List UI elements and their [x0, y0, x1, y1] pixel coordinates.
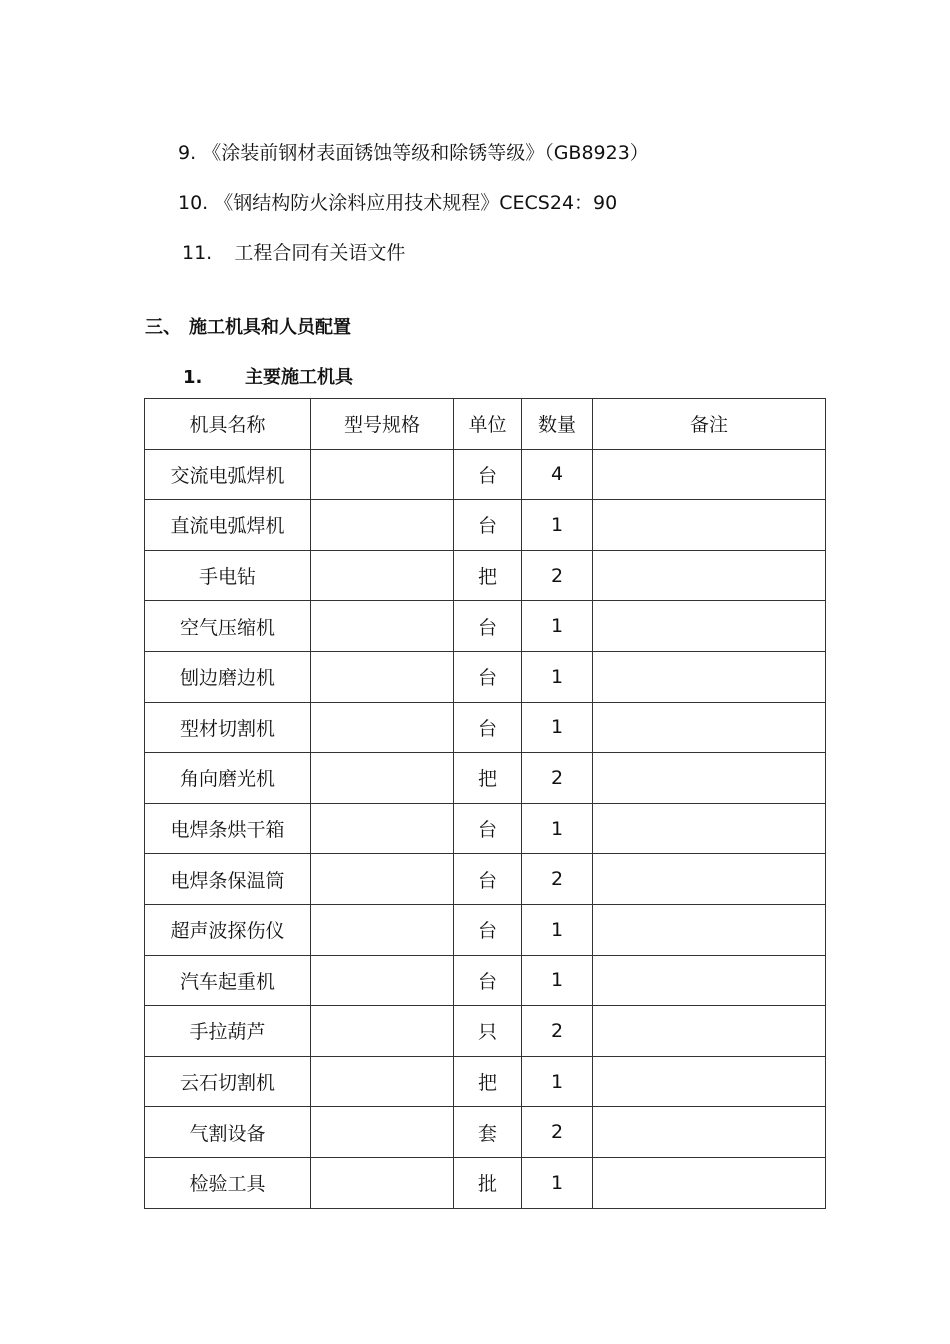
- cell-qty: 1: [522, 904, 593, 955]
- table-row: [145, 904, 826, 955]
- reference-number: 11.: [182, 242, 213, 264]
- table-row: [145, 955, 826, 1006]
- table-row: [145, 753, 826, 804]
- cell-spec: [311, 803, 454, 854]
- cell-note: [593, 1157, 826, 1208]
- cell-name: 云石切割机: [145, 1056, 311, 1107]
- reference-text: 《钢结构防火涂料应用技术规程》CECS24：90: [214, 192, 618, 214]
- cell-unit: 台: [454, 702, 522, 753]
- cell-spec: [311, 500, 454, 551]
- cell-note: [593, 550, 826, 601]
- cell-unit: 台: [454, 601, 522, 652]
- cell-spec: [311, 1157, 454, 1208]
- cell-name: 气割设备: [145, 1107, 311, 1158]
- cell-spec: [311, 904, 454, 955]
- cell-name: 直流电弧焊机: [145, 500, 311, 551]
- cell-qty: 2: [522, 753, 593, 804]
- cell-spec: [311, 449, 454, 500]
- cell-note: [593, 1107, 826, 1158]
- cell-note: [593, 500, 826, 551]
- reference-text: 《涂装前钢材表面锈蚀等级和除锈等级》（GB8923）: [202, 142, 649, 164]
- cell-qty: 1: [522, 601, 593, 652]
- table-row: [145, 1006, 826, 1057]
- cell-spec: [311, 1056, 454, 1107]
- table-row: [145, 1107, 826, 1158]
- cell-name: 角向磨光机: [145, 753, 311, 804]
- cell-spec: [311, 550, 454, 601]
- cell-qty: 2: [522, 1006, 593, 1057]
- section-title: 施工机具和人员配置: [189, 317, 351, 338]
- cell-qty: 2: [522, 854, 593, 905]
- cell-unit: 台: [454, 904, 522, 955]
- cell-spec: [311, 854, 454, 905]
- cell-note: [593, 753, 826, 804]
- cell-spec: [311, 1006, 454, 1057]
- cell-note: [593, 702, 826, 753]
- equipment-table: [144, 398, 826, 1209]
- cell-name: 刨边磨边机: [145, 651, 311, 702]
- section-heading: [145, 313, 351, 339]
- header-qty: 数量: [522, 399, 593, 450]
- cell-note: [593, 1006, 826, 1057]
- cell-spec: [311, 753, 454, 804]
- cell-spec: [311, 651, 454, 702]
- cell-name: 汽车起重机: [145, 955, 311, 1006]
- table-row: [145, 500, 826, 551]
- table-row: [145, 854, 826, 905]
- cell-note: [593, 1056, 826, 1107]
- reference-number: 9.: [178, 142, 197, 164]
- cell-qty: 1: [522, 955, 593, 1006]
- table-row: [145, 803, 826, 854]
- subsection-number: 1.: [183, 367, 203, 388]
- cell-qty: 1: [522, 500, 593, 551]
- cell-qty: 1: [522, 702, 593, 753]
- cell-unit: 把: [454, 550, 522, 601]
- table-row: [145, 449, 826, 500]
- cell-qty: 1: [522, 1056, 593, 1107]
- reference-item-9: [178, 138, 649, 165]
- table-row: [145, 1056, 826, 1107]
- cell-note: [593, 904, 826, 955]
- header-name: 机具名称: [145, 399, 311, 450]
- cell-name: 超声波探伤仪: [145, 904, 311, 955]
- reference-text: 工程合同有关语文件: [234, 242, 406, 264]
- table-header-row: [145, 399, 826, 450]
- header-note: 备注: [593, 399, 826, 450]
- cell-name: 交流电弧焊机: [145, 449, 311, 500]
- table-row: [145, 1157, 826, 1208]
- cell-spec: [311, 955, 454, 1006]
- cell-qty: 1: [522, 651, 593, 702]
- cell-name: 电焊条保温筒: [145, 854, 311, 905]
- cell-note: [593, 651, 826, 702]
- table-row: [145, 651, 826, 702]
- cell-note: [593, 803, 826, 854]
- cell-unit: 把: [454, 1056, 522, 1107]
- cell-name: 手电钻: [145, 550, 311, 601]
- cell-unit: 台: [454, 955, 522, 1006]
- cell-spec: [311, 1107, 454, 1158]
- subsection-title: 主要施工机具: [245, 367, 353, 388]
- cell-unit: 台: [454, 500, 522, 551]
- cell-name: 空气压缩机: [145, 601, 311, 652]
- cell-note: [593, 955, 826, 1006]
- cell-qty: 2: [522, 550, 593, 601]
- cell-qty: 1: [522, 1157, 593, 1208]
- reference-item-10: [178, 188, 617, 215]
- cell-unit: 台: [454, 854, 522, 905]
- cell-name: 检验工具: [145, 1157, 311, 1208]
- cell-name: 型材切割机: [145, 702, 311, 753]
- cell-unit: 套: [454, 1107, 522, 1158]
- cell-spec: [311, 601, 454, 652]
- cell-unit: 只: [454, 1006, 522, 1057]
- section-number: 三、: [145, 317, 181, 338]
- table-row: [145, 550, 826, 601]
- cell-note: [593, 854, 826, 905]
- cell-unit: 台: [454, 449, 522, 500]
- cell-unit: 把: [454, 753, 522, 804]
- cell-unit: 批: [454, 1157, 522, 1208]
- cell-unit: 台: [454, 803, 522, 854]
- cell-qty: 1: [522, 803, 593, 854]
- header-unit: 单位: [454, 399, 522, 450]
- table-row: [145, 601, 826, 652]
- cell-spec: [311, 702, 454, 753]
- cell-name: 电焊条烘干箱: [145, 803, 311, 854]
- cell-note: [593, 449, 826, 500]
- cell-unit: 台: [454, 651, 522, 702]
- cell-note: [593, 601, 826, 652]
- header-spec: 型号规格: [311, 399, 454, 450]
- reference-number: 10.: [178, 192, 209, 214]
- table-row: [145, 702, 826, 753]
- cell-qty: 2: [522, 1107, 593, 1158]
- reference-item-11: [182, 238, 405, 265]
- subsection-heading: [183, 363, 353, 389]
- cell-name: 手拉葫芦: [145, 1006, 311, 1057]
- cell-qty: 4: [522, 449, 593, 500]
